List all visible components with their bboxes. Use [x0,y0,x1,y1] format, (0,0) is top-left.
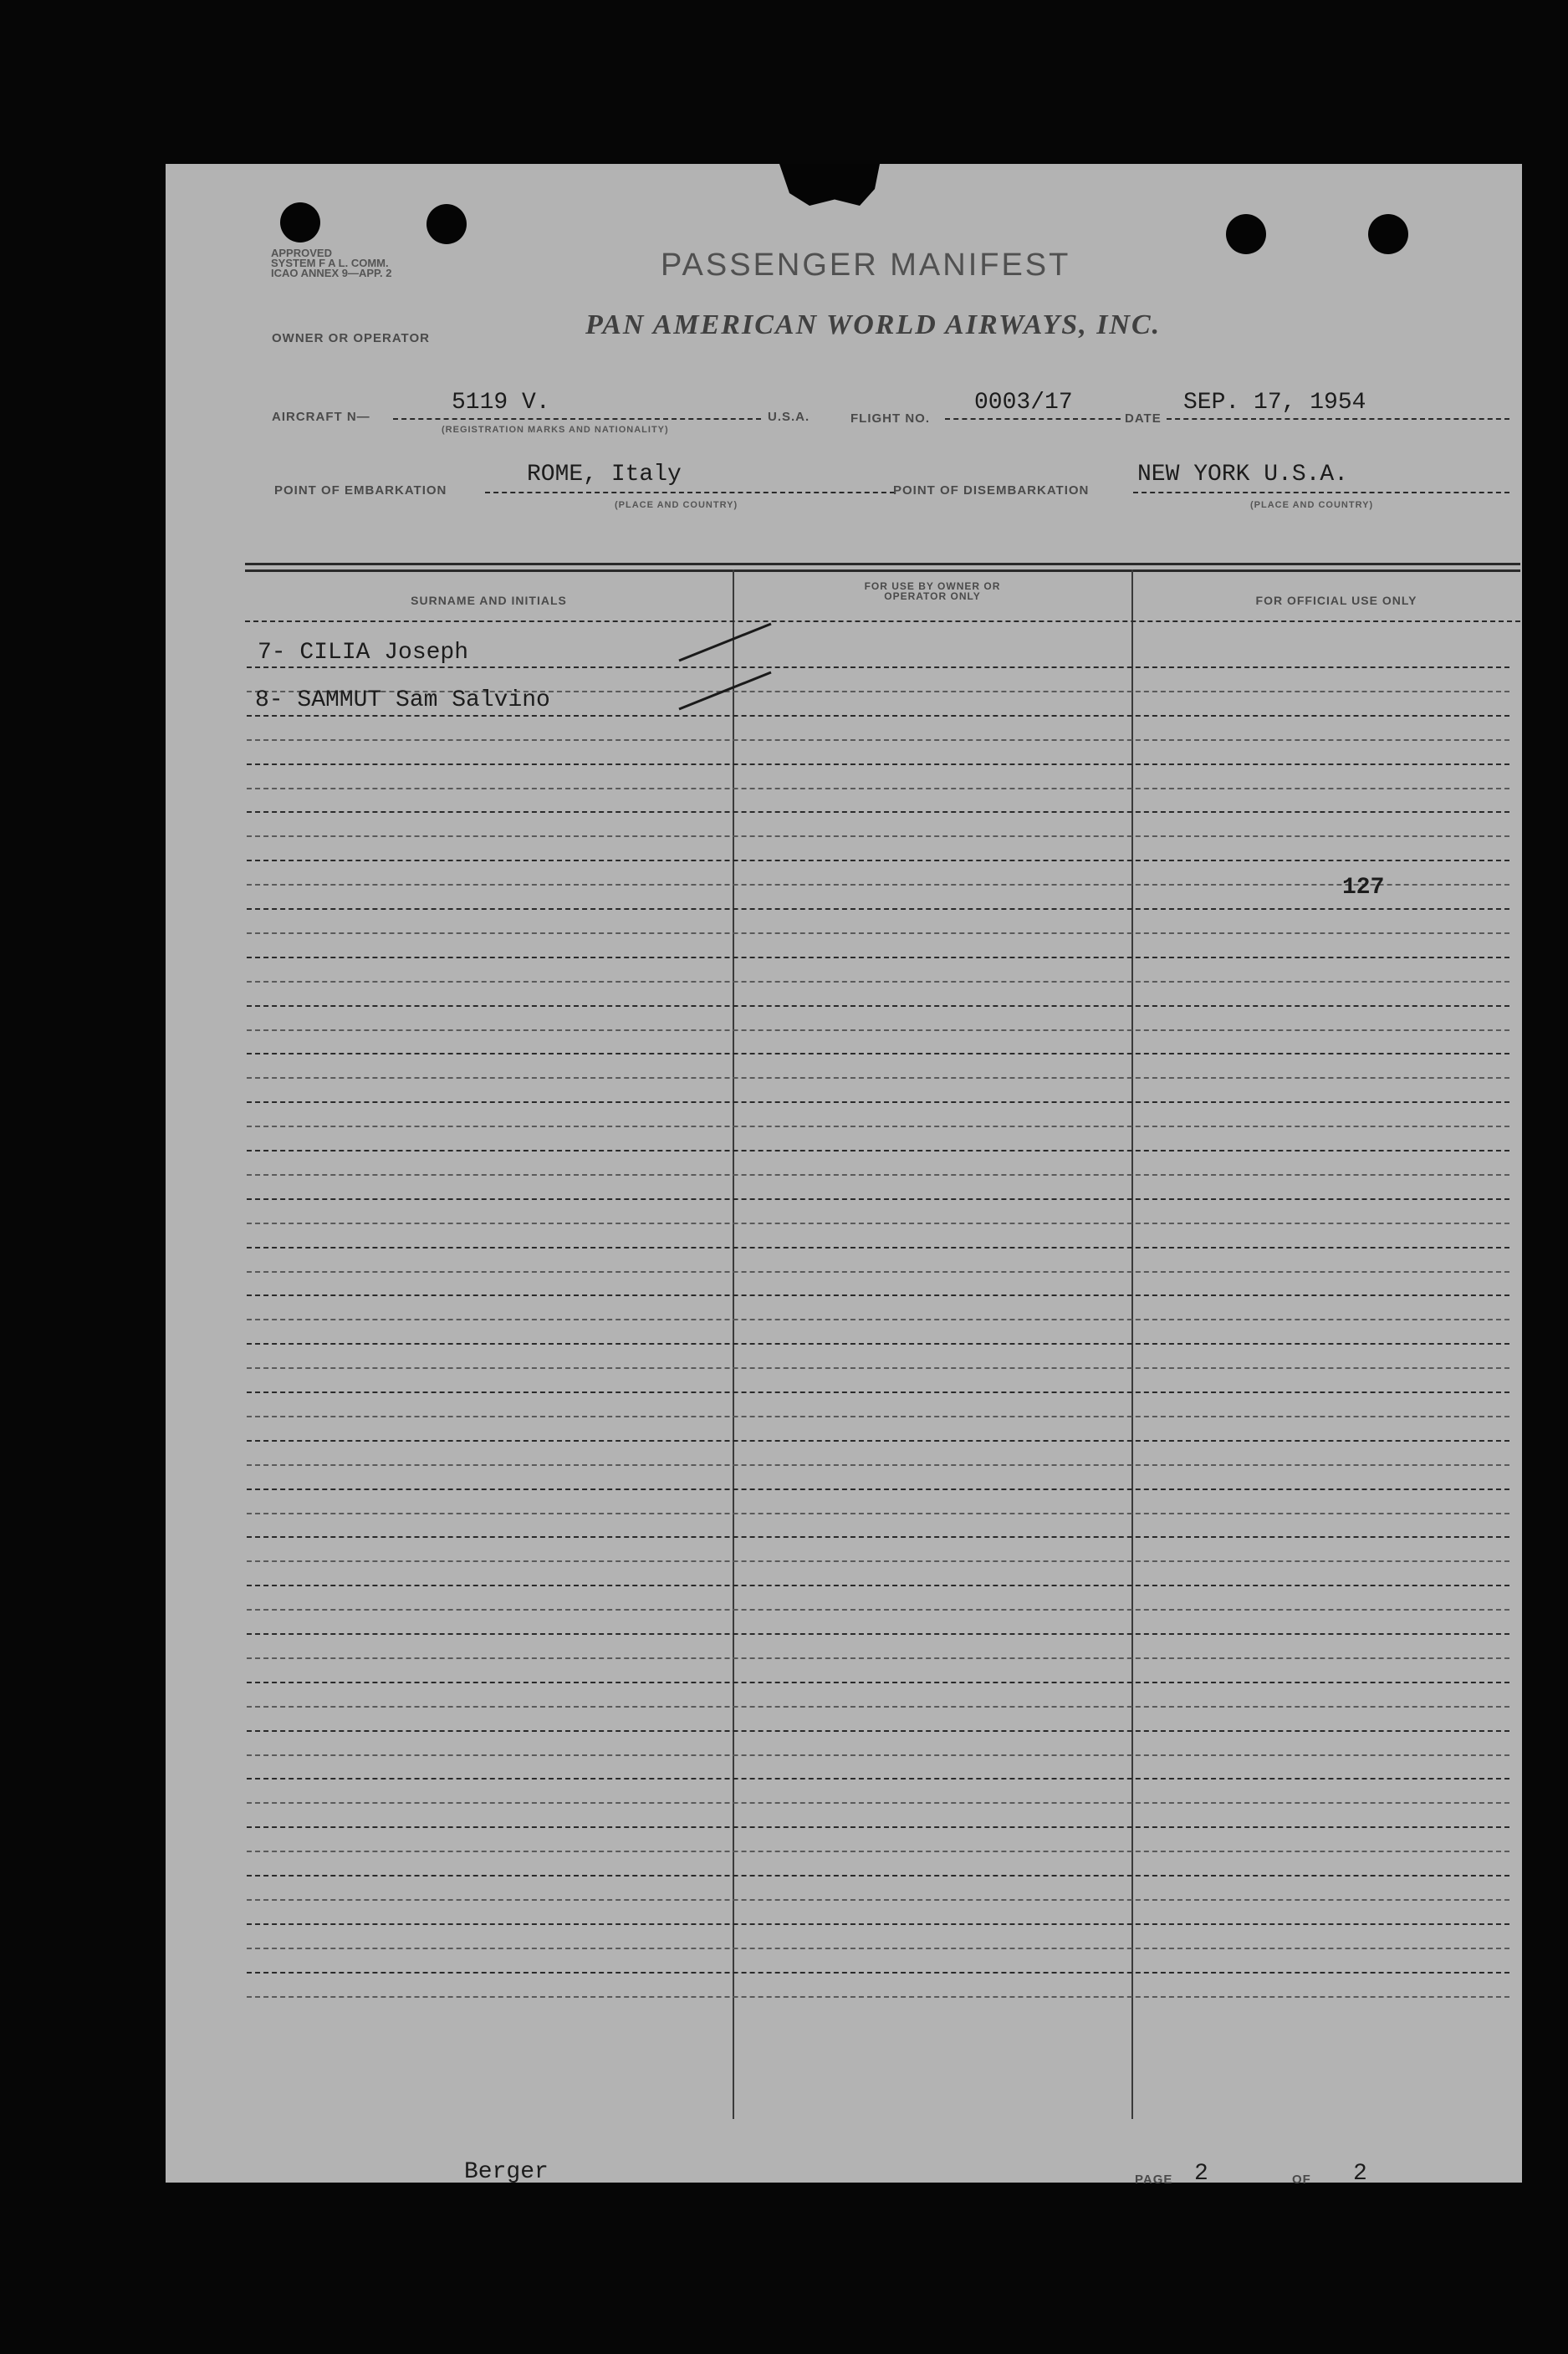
row-rule [247,1367,1509,1369]
row-rule [247,1488,1509,1490]
row-rule [247,1101,1509,1103]
disembark-caption: (PLACE AND COUNTRY) [1250,500,1374,510]
prepared-by-value: Berger [464,2159,549,2185]
row-rule [247,981,1509,983]
embark-rule [485,492,895,493]
punch-hole [426,204,467,244]
passenger-row: 8- SAMMUT Sam Salvino [255,687,550,713]
row-rule [247,1126,1509,1127]
aircraft-label: AIRCRAFT N— [272,410,370,424]
date-label: DATE [1125,411,1162,426]
punch-hole [1368,214,1408,254]
row-rule [247,1826,1509,1828]
row-rule [247,1319,1509,1320]
tick-mark [679,624,771,661]
row-rule [247,1077,1509,1079]
passenger-row: 7- CILIA Joseph [258,640,469,666]
embark-value: ROME, Italy [527,462,682,488]
row-rule [247,1996,1509,1998]
punch-hole [280,202,320,243]
row-rule [247,811,1509,813]
flight-rule [945,418,1121,420]
punch-hole [1226,214,1266,254]
row-rule [247,1948,1509,1949]
row-rule [247,788,1509,789]
flight-value: 0003/17 [974,390,1073,416]
of-label: OF [1292,2173,1311,2187]
aircraft-caption: (REGISTRATION MARKS AND NATIONALITY) [442,425,669,435]
row-rule [247,1899,1509,1901]
row-rule [247,1754,1509,1756]
row-rule [247,1223,1509,1224]
row-rule [247,1029,1509,1031]
row-rule [247,1609,1509,1611]
row-rule [247,835,1509,837]
page-label: PAGE [1135,2173,1173,2187]
row-rule [247,860,1509,861]
row-rule [247,1657,1509,1659]
column-header-official-use: FOR OFFICIAL USE ONLY [1255,594,1417,607]
row-rule [247,1416,1509,1417]
row-rule [247,1198,1509,1200]
aircraft-value: 5119 V. [452,390,550,416]
approval-line: SYSTEM F A L. COMM. [271,257,389,269]
row-rule [247,1560,1509,1562]
table-top-rule [245,563,1520,565]
approval-stamp [271,248,392,278]
row-rule [247,1513,1509,1514]
owner-label: OWNER OR OPERATOR [272,331,430,345]
row-rule [247,1174,1509,1176]
approval-line: APPROVED [271,247,332,259]
official-note: 127 [1342,875,1385,901]
page-title: PASSENGER MANIFEST [661,248,1071,283]
country-label: U.S.A. [768,410,810,424]
row-rule [247,884,1509,886]
row-rule [247,1391,1509,1393]
row-rule [247,1851,1509,1852]
embark-label: POINT OF EMBARKATION [274,483,447,498]
date-value: SEP. 17, 1954 [1183,390,1366,416]
column-header-surname: SURNAME AND INITIALS [411,594,567,607]
date-rule [1167,418,1509,420]
aircraft-rule [393,418,761,420]
row-rule [247,1005,1509,1007]
disembark-rule [1133,492,1509,493]
embark-caption: (PLACE AND COUNTRY) [615,500,738,510]
row-rule [247,1053,1509,1054]
row-rule [247,1730,1509,1732]
column-header-owner-use: FOR USE BY OWNER OR OPERATOR ONLY [864,580,1001,602]
row-rule [247,1802,1509,1804]
disembark-label: POINT OF DISEMBARKATION [893,483,1090,498]
row-rule [247,1294,1509,1296]
flight-label: FLIGHT NO. [850,411,930,426]
disembark-value: NEW YORK U.S.A. [1137,462,1349,488]
row-rule [247,1972,1509,1974]
row-rule [247,908,1509,910]
row-rule [247,666,1509,668]
row-rule [247,1464,1509,1466]
row-rule [247,1706,1509,1708]
row-rule [247,1585,1509,1586]
operator-name: PAN AMERICAN WORLD AIRWAYS, INC. [585,309,1162,340]
row-rule [247,957,1509,958]
row-rule [247,1778,1509,1780]
row-rule [247,1633,1509,1635]
row-rule [247,1923,1509,1925]
page-value: 2 [1194,2161,1208,2187]
row-rule [247,1343,1509,1345]
row-rule [247,1150,1509,1151]
table-top-rule [245,569,1520,572]
row-rule [247,1247,1509,1248]
row-rule [247,1682,1509,1683]
row-rule [247,1440,1509,1442]
row-rule [247,715,1509,717]
row-rule [247,1536,1509,1538]
row-rule [247,739,1509,741]
tick-mark [679,672,771,709]
row-rule [247,1271,1509,1273]
header-rule [245,620,1520,622]
row-rule [247,763,1509,765]
row-rule [247,932,1509,934]
row-rule [247,1875,1509,1877]
approval-line: ICAO ANNEX 9—APP. 2 [271,267,392,279]
tick-marks [669,617,786,717]
of-value: 2 [1353,2161,1367,2187]
